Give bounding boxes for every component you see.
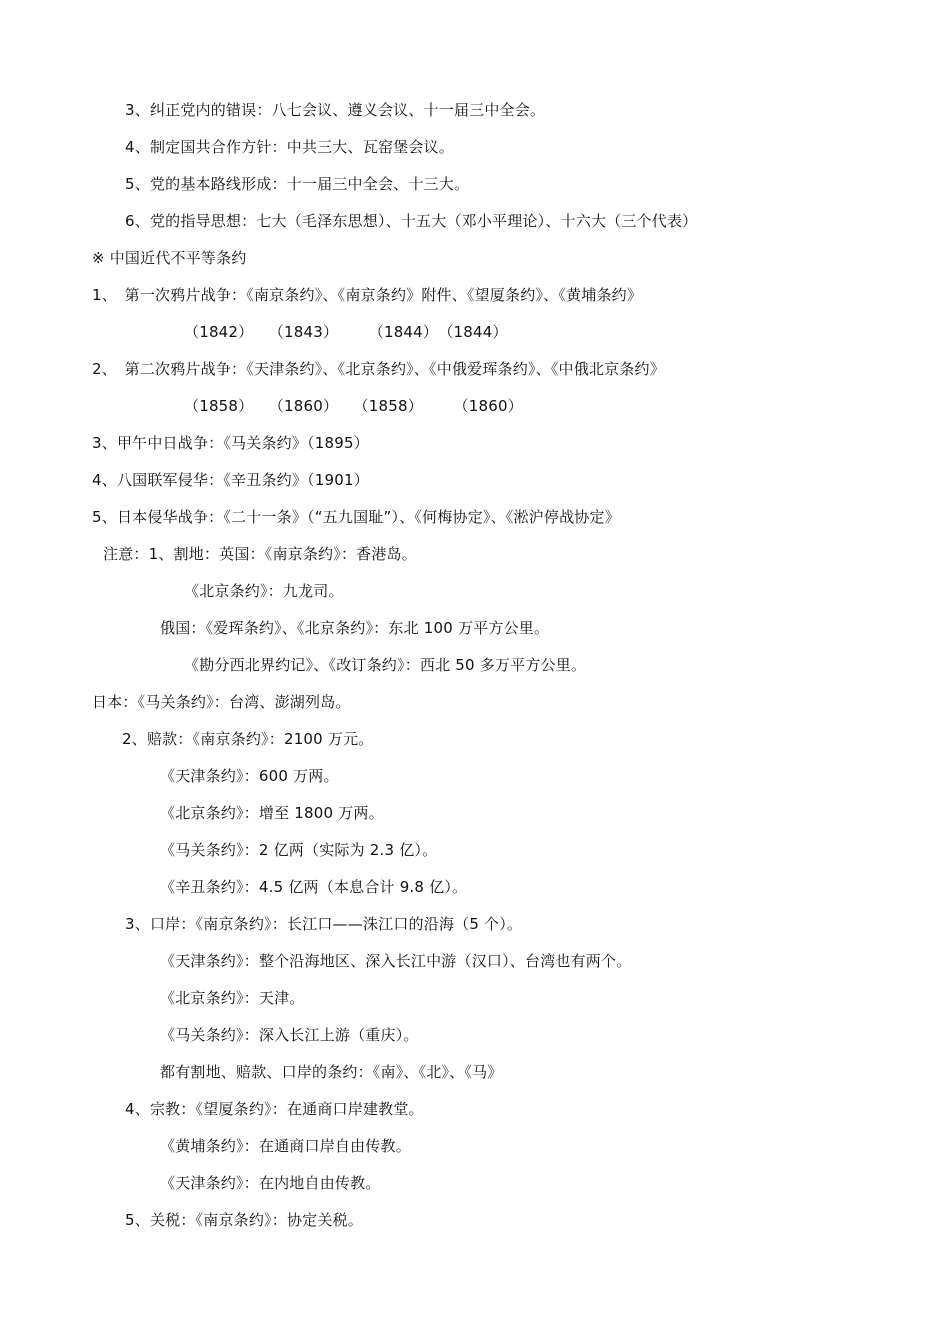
text-line-religion-wangxia: 4、宗教：《望厦条约》：在通商口岸建教堂。 xyxy=(125,1100,424,1118)
text-line-indemnity-tianjin: 《天津条约》：600 万两。 xyxy=(160,767,339,785)
text-line-all-three-treaties: 都有割地、赔款、口岸的条约：《南》、《北》、《马》 xyxy=(160,1063,503,1081)
text-line-eight-nation-alliance: 4、八国联军侵华：《辛丑条约》（1901） xyxy=(92,471,369,489)
text-line-indemnity-xinchou: 《辛丑条约》：4.5 亿两（本息合计 9.8 亿）。 xyxy=(160,878,468,896)
text-line-ports-tianjin: 《天津条约》：整个沿海地区、深入长江中游（汉口）、台湾也有两个。 xyxy=(160,952,632,970)
text-line-indemnity-beijing: 《北京条约》：增至 1800 万两。 xyxy=(160,804,384,822)
text-line-religion-tianjin: 《天津条约》：在内地自由传教。 xyxy=(160,1174,381,1192)
text-line-first-opium-war-years: （1842） （1843） （1844） （1844） xyxy=(184,323,508,341)
text-line-party-errors: 3、纠正党内的错误：八七会议、遵义会议、十一届三中全会。 xyxy=(125,101,546,119)
text-line-russia-ceded: 俄国：《爱珲条约》、《北京条约》：东北 100 万平方公里。 xyxy=(160,619,550,637)
section-heading-unequal-treaties: ※ 中国近代不平等条约 xyxy=(92,249,247,267)
text-line-beijing-treaty-kowloon: 《北京条约》：九龙司。 xyxy=(184,582,344,600)
text-line-ports-maguan: 《马关条约》：深入长江上游（重庆）。 xyxy=(160,1026,419,1044)
text-line-religion-huangpu: 《黄埔条约》：在通商口岸自由传教。 xyxy=(160,1137,411,1155)
text-line-indemnity-maguan: 《马关条约》：2 亿两（实际为 2.3 亿）。 xyxy=(160,841,438,859)
text-line-ports-nanjing: 3、口岸：《南京条约》：长江口——洙江口的沿海（5 个）。 xyxy=(125,915,523,933)
text-line-basic-line: 5、党的基本路线形成：十一届三中全会、十三大。 xyxy=(125,175,470,193)
text-line-ports-beijing: 《北京条约》：天津。 xyxy=(160,989,305,1007)
text-line-japanese-invasion: 5、日本侵华战争：《二十一条》（“五九国耻”）、《何梅协定》、《淞沪停战协定》 xyxy=(92,508,620,526)
text-line-second-opium-war: 2、 第二次鸦片战争：《天津条约》、《北京条约》、《中俄爱珲条约》、《中俄北京条约》 xyxy=(92,360,665,378)
text-line-first-opium-war: 1、 第一次鸦片战争：《南京条约》、《南京条约》附件、《望厦条约》、《黄埔条约》 xyxy=(92,286,643,304)
text-line-japan-ceded: 日本：《马关条约》：台湾、澎湖列岛。 xyxy=(92,693,351,711)
text-line-tariff-nanjing: 5、关税：《南京条约》：协定关税。 xyxy=(125,1211,363,1229)
text-line-second-opium-war-years: （1858） （1860） （1858） （1860） xyxy=(184,397,523,415)
text-line-kmt-cpc-cooperation: 4、制定国共合作方针：中共三大、瓦窑堡会议。 xyxy=(125,138,454,156)
text-line-guiding-thought: 6、党的指导思想：七大（毛泽东思想）、十五大（邓小平理论）、十六大（三个代表） xyxy=(125,212,698,230)
text-line-indemnity-nanjing: 2、赔款：《南京条约》：2100 万元。 xyxy=(122,730,374,748)
text-line-northwest-ceded: 《勘分西北界约记》、《改订条约》：西北 50 多万平方公里。 xyxy=(184,656,587,674)
text-line-sino-japanese-war: 3、甲午中日战争：《马关条约》（1895） xyxy=(92,434,369,452)
text-line-note-ceded-territory: 注意：1、割地：英国：《南京条约》：香港岛。 xyxy=(103,545,417,563)
